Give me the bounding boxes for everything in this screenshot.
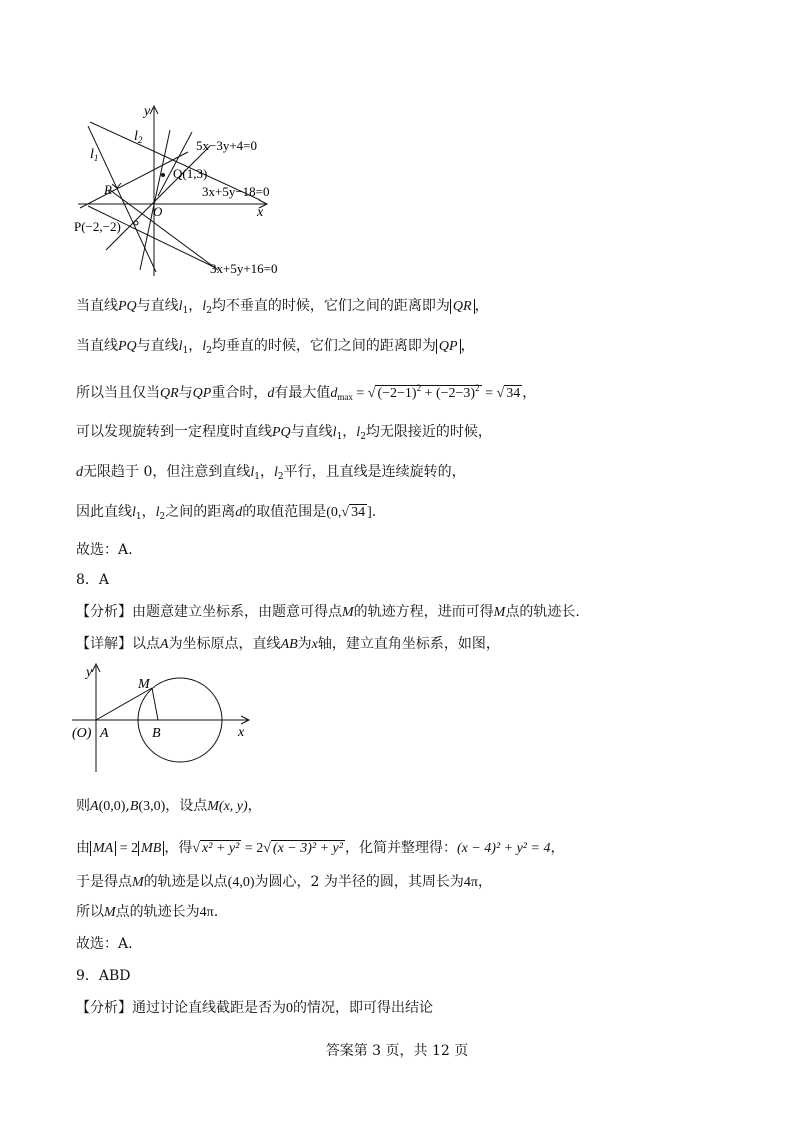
fig1-line1-eq: 5x−3y+4=0 xyxy=(196,138,257,153)
text-line-14: 所以M点的轨迹长为4π. xyxy=(76,904,219,920)
analysis-9: 【分析】通过讨论直线截距是否为0的情况，即可得出结论 xyxy=(76,1000,433,1016)
fig1-line3-eq: 3x+5y+16=0 xyxy=(210,261,278,276)
fig1-r-label: R xyxy=(104,182,112,197)
fig2-y-label: y xyxy=(86,665,93,680)
text-line-4: 可以发现旋转到一定程度时直线PQ与直线$l_1$，$l_2$均无限接近的时候， xyxy=(76,424,492,442)
segment-am xyxy=(96,688,152,720)
fig2-a-label: A xyxy=(100,726,109,741)
text-line-11: 则A(0,0),B(3,0)，设点M(x, y)， xyxy=(76,798,262,814)
fig1-y-label: y xyxy=(144,104,151,119)
fig1-o-label: O xyxy=(153,204,163,219)
text-line-2: 当直线PQ与直线$l_1$，$l_2$均垂直的时候，它们之间的距离即为 QP ， xyxy=(76,338,475,356)
text-line-6: 因此直线$l_1$，$l_2$之间的距离d的取值范围是(0,√ 34 ]. xyxy=(76,504,377,522)
fig1-x-label: x xyxy=(257,205,264,220)
fig2-o-label: (O) xyxy=(72,726,92,741)
line-steep xyxy=(140,130,170,270)
problem-9-header: 9．ABD xyxy=(76,968,131,984)
segment-mb xyxy=(152,688,158,720)
text-line-15: 故选：A. xyxy=(76,936,133,952)
page-footer: 答案第 3 页，共 12 页 xyxy=(325,1043,469,1059)
problem-8-header: 8．A xyxy=(76,572,110,588)
fig1-line2-eq: 3x+5y−18=0 xyxy=(202,184,270,199)
text-line-1: 当直线PQ与直线$l_1$，$l_2$均不垂直的时候，它们之间的距离即为 QR ， xyxy=(76,298,489,316)
fig1-q-label: Q(1,3) xyxy=(173,166,208,181)
fig2-m-label: M xyxy=(138,677,150,692)
text-line-3: 所以当且仅当QR与QP重合时，d有最大值$d_{max}$ = √ $(-2-1)^2 + (-2-3)^2$ = √ 34 ， xyxy=(76,383,537,402)
analysis-8: 【分析】由题意建立坐标系，由题意可得点M的轨迹方程，进而可得M点的轨迹长. xyxy=(76,604,580,620)
text-line-13: 于是得点M的轨迹是以点(4,0)为圆心，2 为半径的圆，其周长为4π， xyxy=(76,874,492,890)
fig1-p-label: P(−2,−2) xyxy=(74,219,121,234)
fig2-b-label: B xyxy=(152,726,161,741)
point-p xyxy=(134,221,138,225)
text-line-5: d无限趋于 0，但注意到直线$l_1$，$l_2$平行，且直线是连续旋转的， xyxy=(76,464,466,482)
fig1-l1-label: $l_1$ xyxy=(90,147,99,163)
detail-8: 【详解】以点A为坐标原点，直线AB为x轴，建立直角坐标系，如图， xyxy=(76,636,500,652)
text-line-12: 由 MA = 2 MB ，得√ x² + y² = 2√ (x − 3)² + y² ，化简并整理得：(x − 4)² + y² = 4， xyxy=(76,840,565,856)
figure-circle-diagram xyxy=(66,660,266,780)
point-q xyxy=(161,173,165,177)
fig1-l2-label: $l_2$ xyxy=(134,129,143,145)
text-line-7: 故选：A. xyxy=(76,542,133,558)
figure-lines-diagram xyxy=(70,100,300,280)
fig2-x-label: x xyxy=(238,725,245,740)
